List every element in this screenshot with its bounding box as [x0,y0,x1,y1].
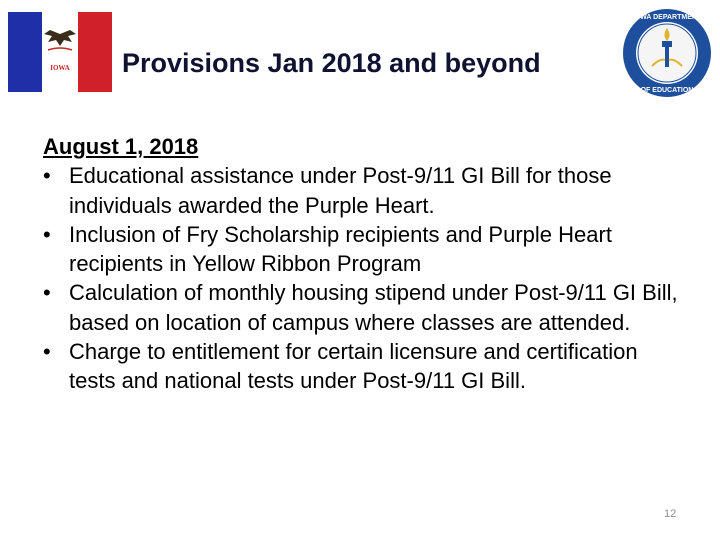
iowa-state-flag-icon [8,12,112,92]
bullet-text: Charge to entitlement for certain licensure and certification tests and national tests under Post-9/11 GI Bill. [69,339,638,394]
slide-content [43,132,683,396]
iowa-department-of-education-seal-icon [622,8,712,98]
bullet-text: Educational assistance under Post-9/11 GI Bill for those individuals awarded the Purple Heart. [69,163,612,218]
bullet-icon: • [43,280,51,306]
bullet-item [43,337,683,396]
bullet-icon: • [43,221,51,247]
bullet-item [43,278,683,337]
bullet-icon: • [43,339,51,365]
bullet-item [43,161,683,220]
bullet-text: Calculation of monthly housing stipend under Post-9/11 GI Bill, based on location of campus where classes are attended. [69,280,678,335]
svg-text:IOWA DEPARTMENT: IOWA DEPARTMENT [632,14,702,21]
bullet-item [43,220,683,279]
bullet-text: Inclusion of Fry Scholarship recipients and Purple Heart recipients in Yellow Ribbon Program [69,221,612,277]
section-heading: August 1, 2018 [43,134,199,159]
svg-text:IOWA: IOWA [50,64,70,72]
slide-number: 12 [664,508,677,520]
bullet-icon: • [43,163,51,189]
bullet-list [43,161,683,395]
svg-text:OF EDUCATION: OF EDUCATION [640,87,694,94]
slide-title: Provisions Jan 2018 and beyond [122,48,541,78]
